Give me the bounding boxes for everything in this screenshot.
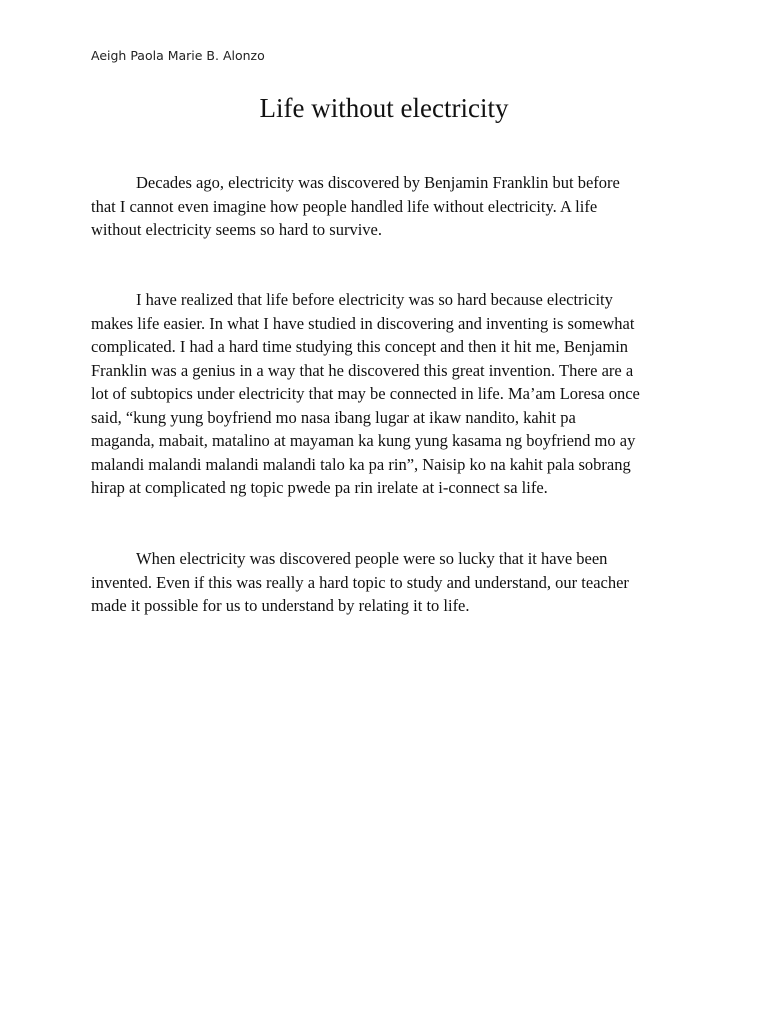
paragraph-2 (91, 288, 681, 500)
paragraph-line: invented. Even if this was really a hard topic to study and understand, our teacher (91, 572, 629, 592)
paragraph-line: said, “kung yung boyfriend mo nasa ibang lugar at ikaw nandito, kahit pa (91, 407, 576, 427)
paragraph-line: hirap at complicated ng topic pwede pa rin irelate at i-connect sa life. (91, 478, 548, 497)
paragraph-line: malandi malandi malandi malandi talo ka pa rin”, Naisip ko na kahit pala sobrang (91, 454, 631, 474)
document-title: Life without electricity (259, 93, 509, 123)
author-name: Aeigh Paola Marie B. Alonzo (91, 48, 265, 63)
paragraph-line: complicated. I had a hard time studying this concept and then it hit me, Benjamin (91, 337, 629, 356)
paragraph-line: lot of subtopics under electricity that may be connected in life. Ma’am Loresa once (91, 384, 640, 403)
paragraph-line: made it possible for us to understand by relating it to life. (91, 596, 470, 615)
paragraph-line: without electricity seems so hard to survive. (91, 220, 382, 239)
paragraph-line: makes life easier. In what I have studied in discovering and inventing is somewhat (91, 313, 635, 333)
paragraph-line: Franklin was a genius in a way that he discovered this great invention. There are a (91, 360, 634, 380)
paragraph-line: Decades ago, electricity was discovered by Benjamin Franklin but before (136, 173, 620, 192)
paragraph-line: that I cannot even imagine how people handled life without electricity. A life (91, 196, 598, 216)
paragraph-line: When electricity was discovered people were so lucky that it have been (136, 549, 608, 568)
paragraph-3 (91, 547, 681, 618)
paragraph-line: maganda, mabait, matalino at mayaman ka kung yung kasama ng boyfriend mo ay (91, 431, 636, 450)
paragraph-line: I have realized that life before electricity was so hard because electricity (136, 290, 613, 309)
paragraph-1 (91, 171, 681, 242)
